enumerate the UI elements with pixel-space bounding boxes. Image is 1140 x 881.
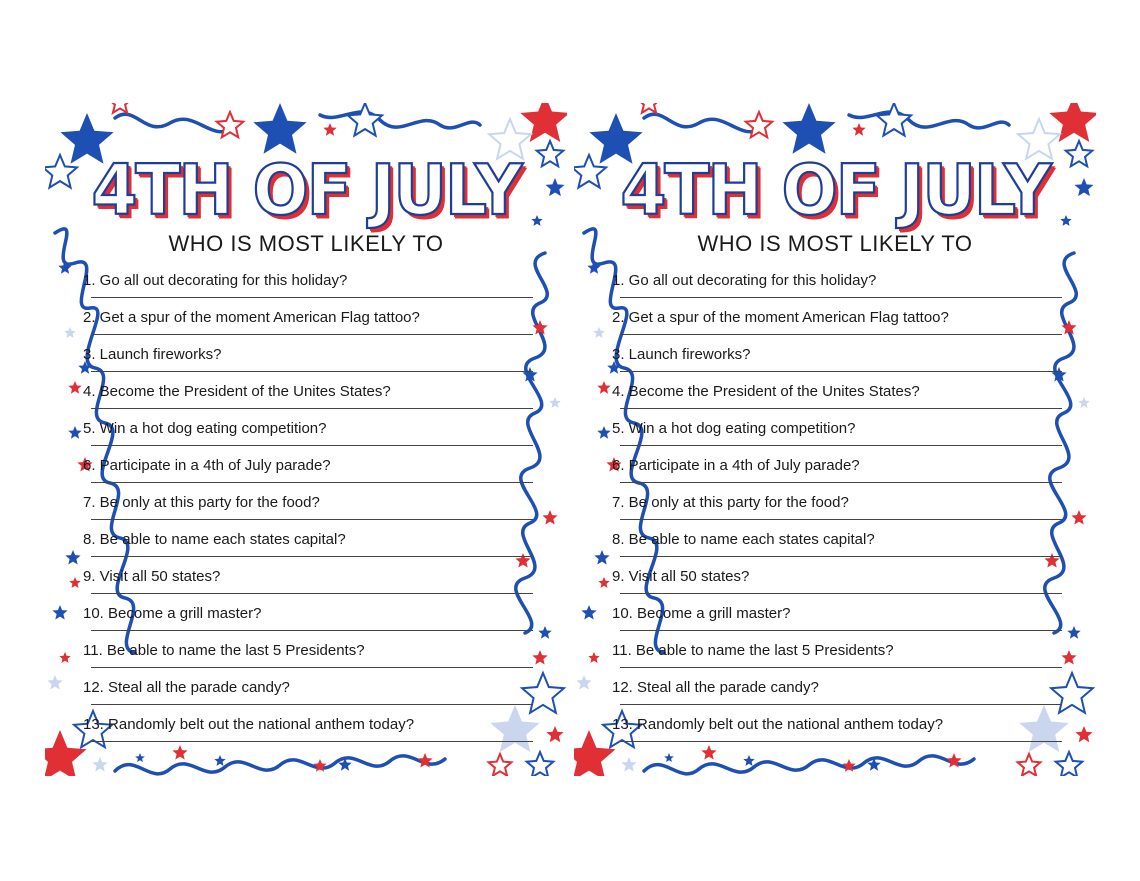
question-text: 6. Participate in a 4th of July parade?	[612, 457, 860, 474]
star-icon	[52, 605, 67, 620]
star-icon	[581, 605, 596, 620]
question-item	[612, 374, 1062, 411]
star-icon	[47, 675, 62, 690]
question-item	[612, 559, 1062, 596]
star-icon	[852, 123, 865, 136]
question-text: 11. Be able to name the last 5 Presidents?	[612, 642, 894, 659]
star-icon	[532, 650, 547, 665]
question-item	[83, 263, 533, 300]
question-item	[83, 448, 533, 485]
question-text: 4. Become the President of the Unites States?	[83, 383, 391, 400]
star-icon	[313, 759, 326, 772]
answer-line[interactable]	[91, 519, 533, 520]
question-text: 9. Visit all 50 states?	[612, 568, 750, 585]
star-icon	[527, 752, 554, 776]
star-icon	[1067, 626, 1080, 639]
star-icon	[214, 755, 225, 766]
star-icon	[1018, 754, 1041, 776]
star-icon	[664, 753, 674, 762]
star-icon	[574, 730, 616, 776]
question-text: 7. Be only at this party for the food?	[612, 494, 849, 511]
answer-line[interactable]	[620, 741, 1062, 742]
answer-line[interactable]	[620, 630, 1062, 631]
star-icon	[135, 753, 145, 762]
answer-line[interactable]	[620, 519, 1062, 520]
star-icon	[68, 381, 81, 394]
star-icon	[59, 652, 70, 663]
answer-line[interactable]	[91, 741, 533, 742]
answer-line[interactable]	[91, 334, 533, 335]
question-item	[83, 374, 533, 411]
answer-line[interactable]	[91, 297, 533, 298]
star-icon	[64, 327, 75, 338]
answer-line[interactable]	[91, 445, 533, 446]
swirl-ribbon	[115, 756, 445, 774]
answer-line[interactable]	[620, 593, 1062, 594]
question-item	[612, 337, 1062, 374]
answer-line[interactable]	[620, 371, 1062, 372]
question-item	[612, 300, 1062, 337]
question-item	[612, 448, 1062, 485]
question-text: 13. Randomly belt out the national anthem today?	[83, 716, 415, 733]
question-text: 9. Visit all 50 states?	[83, 568, 221, 585]
answer-line[interactable]	[620, 297, 1062, 298]
star-icon	[348, 103, 382, 136]
question-item	[612, 596, 1062, 633]
question-text: 10. Become a grill master?	[612, 605, 791, 622]
answer-line[interactable]	[91, 556, 533, 557]
answer-line[interactable]	[91, 630, 533, 631]
star-icon	[593, 327, 604, 338]
star-icon	[594, 550, 609, 565]
question-text: 8. Be able to name each states capital?	[612, 531, 875, 548]
worksheet-subtitle: WHO IS MOST LIKELY TO	[168, 231, 444, 256]
worksheet-subtitle: WHO IS MOST LIKELY TO	[697, 231, 973, 256]
question-text: 1. Go all out decorating for this holiday?	[83, 272, 348, 289]
star-icon	[92, 757, 107, 772]
star-icon	[877, 103, 911, 136]
star-icon	[546, 726, 563, 742]
question-text: 3. Launch fireworks?	[612, 346, 751, 363]
answer-line[interactable]	[91, 593, 533, 594]
star-icon	[701, 745, 716, 760]
question-item	[83, 411, 533, 448]
answer-line[interactable]	[91, 667, 533, 668]
question-text: 10. Become a grill master?	[83, 605, 262, 622]
star-icon	[598, 577, 609, 588]
worksheet-title: 4TH OF JULY	[620, 150, 1050, 231]
answer-line[interactable]	[91, 371, 533, 372]
question-list	[83, 263, 533, 744]
question-item	[83, 337, 533, 374]
star-icon	[68, 426, 81, 439]
star-icon	[597, 426, 610, 439]
question-item	[83, 485, 533, 522]
question-item	[612, 707, 1062, 744]
answer-line[interactable]	[620, 408, 1062, 409]
question-item	[83, 559, 533, 596]
answer-line[interactable]	[620, 556, 1062, 557]
answer-line[interactable]	[620, 445, 1062, 446]
question-item	[83, 596, 533, 633]
star-icon	[842, 759, 855, 772]
question-text: 13. Randomly belt out the national anthem today?	[612, 716, 944, 733]
question-item	[612, 633, 1062, 670]
answer-line[interactable]	[620, 704, 1062, 705]
question-item	[83, 633, 533, 670]
star-icon	[69, 577, 80, 588]
star-icon	[253, 103, 306, 154]
question-item	[83, 670, 533, 707]
question-text: 12. Steal all the parade candy?	[83, 679, 290, 696]
star-icon	[782, 103, 835, 154]
swirl-ribbon	[644, 756, 974, 774]
question-text: 6. Participate in a 4th of July parade?	[83, 457, 331, 474]
question-list	[612, 263, 1062, 744]
worksheet-title: 4TH OF JULY	[91, 150, 521, 231]
answer-line[interactable]	[620, 482, 1062, 483]
worksheet-right	[574, 103, 1096, 776]
worksheet-left	[45, 103, 567, 776]
question-text: 3. Launch fireworks?	[83, 346, 222, 363]
question-item	[612, 485, 1062, 522]
question-text: 4. Become the President of the Unites States?	[612, 383, 920, 400]
question-item	[83, 707, 533, 744]
answer-line[interactable]	[620, 667, 1062, 668]
question-item	[612, 522, 1062, 559]
star-icon	[1075, 726, 1092, 742]
question-text: 5. Win a hot dog eating competition?	[612, 420, 856, 437]
star-icon	[1056, 752, 1083, 776]
star-icon	[638, 103, 661, 113]
star-icon	[621, 757, 636, 772]
question-text: 1. Go all out decorating for this holiday?	[612, 272, 877, 289]
star-icon	[576, 675, 591, 690]
star-icon	[597, 381, 610, 394]
star-icon	[172, 745, 187, 760]
star-icon	[45, 730, 87, 776]
question-text: 8. Be able to name each states capital?	[83, 531, 346, 548]
question-text: 2. Get a spur of the moment American Flag tattoo?	[612, 309, 949, 326]
question-text: 7. Be only at this party for the food?	[83, 494, 320, 511]
star-icon	[65, 550, 80, 565]
star-icon	[323, 123, 336, 136]
answer-line[interactable]	[91, 408, 533, 409]
star-icon	[1078, 397, 1089, 408]
question-item	[612, 411, 1062, 448]
star-icon	[1061, 650, 1076, 665]
star-icon	[549, 397, 560, 408]
question-item	[612, 670, 1062, 707]
question-text: 2. Get a spur of the moment American Flag tattoo?	[83, 309, 420, 326]
star-icon	[489, 754, 512, 776]
question-text: 5. Win a hot dog eating competition?	[83, 420, 327, 437]
answer-line[interactable]	[91, 704, 533, 705]
question-text: 12. Steal all the parade candy?	[612, 679, 819, 696]
question-item	[83, 522, 533, 559]
question-item	[83, 300, 533, 337]
star-icon	[109, 103, 132, 113]
question-text: 11. Be able to name the last 5 Presidents?	[83, 642, 365, 659]
star-icon	[538, 626, 551, 639]
star-icon	[588, 652, 599, 663]
answer-line[interactable]	[620, 334, 1062, 335]
answer-line[interactable]	[91, 482, 533, 483]
star-icon	[743, 755, 754, 766]
question-item	[612, 263, 1062, 300]
star-icon	[542, 510, 557, 525]
star-icon	[1071, 510, 1086, 525]
